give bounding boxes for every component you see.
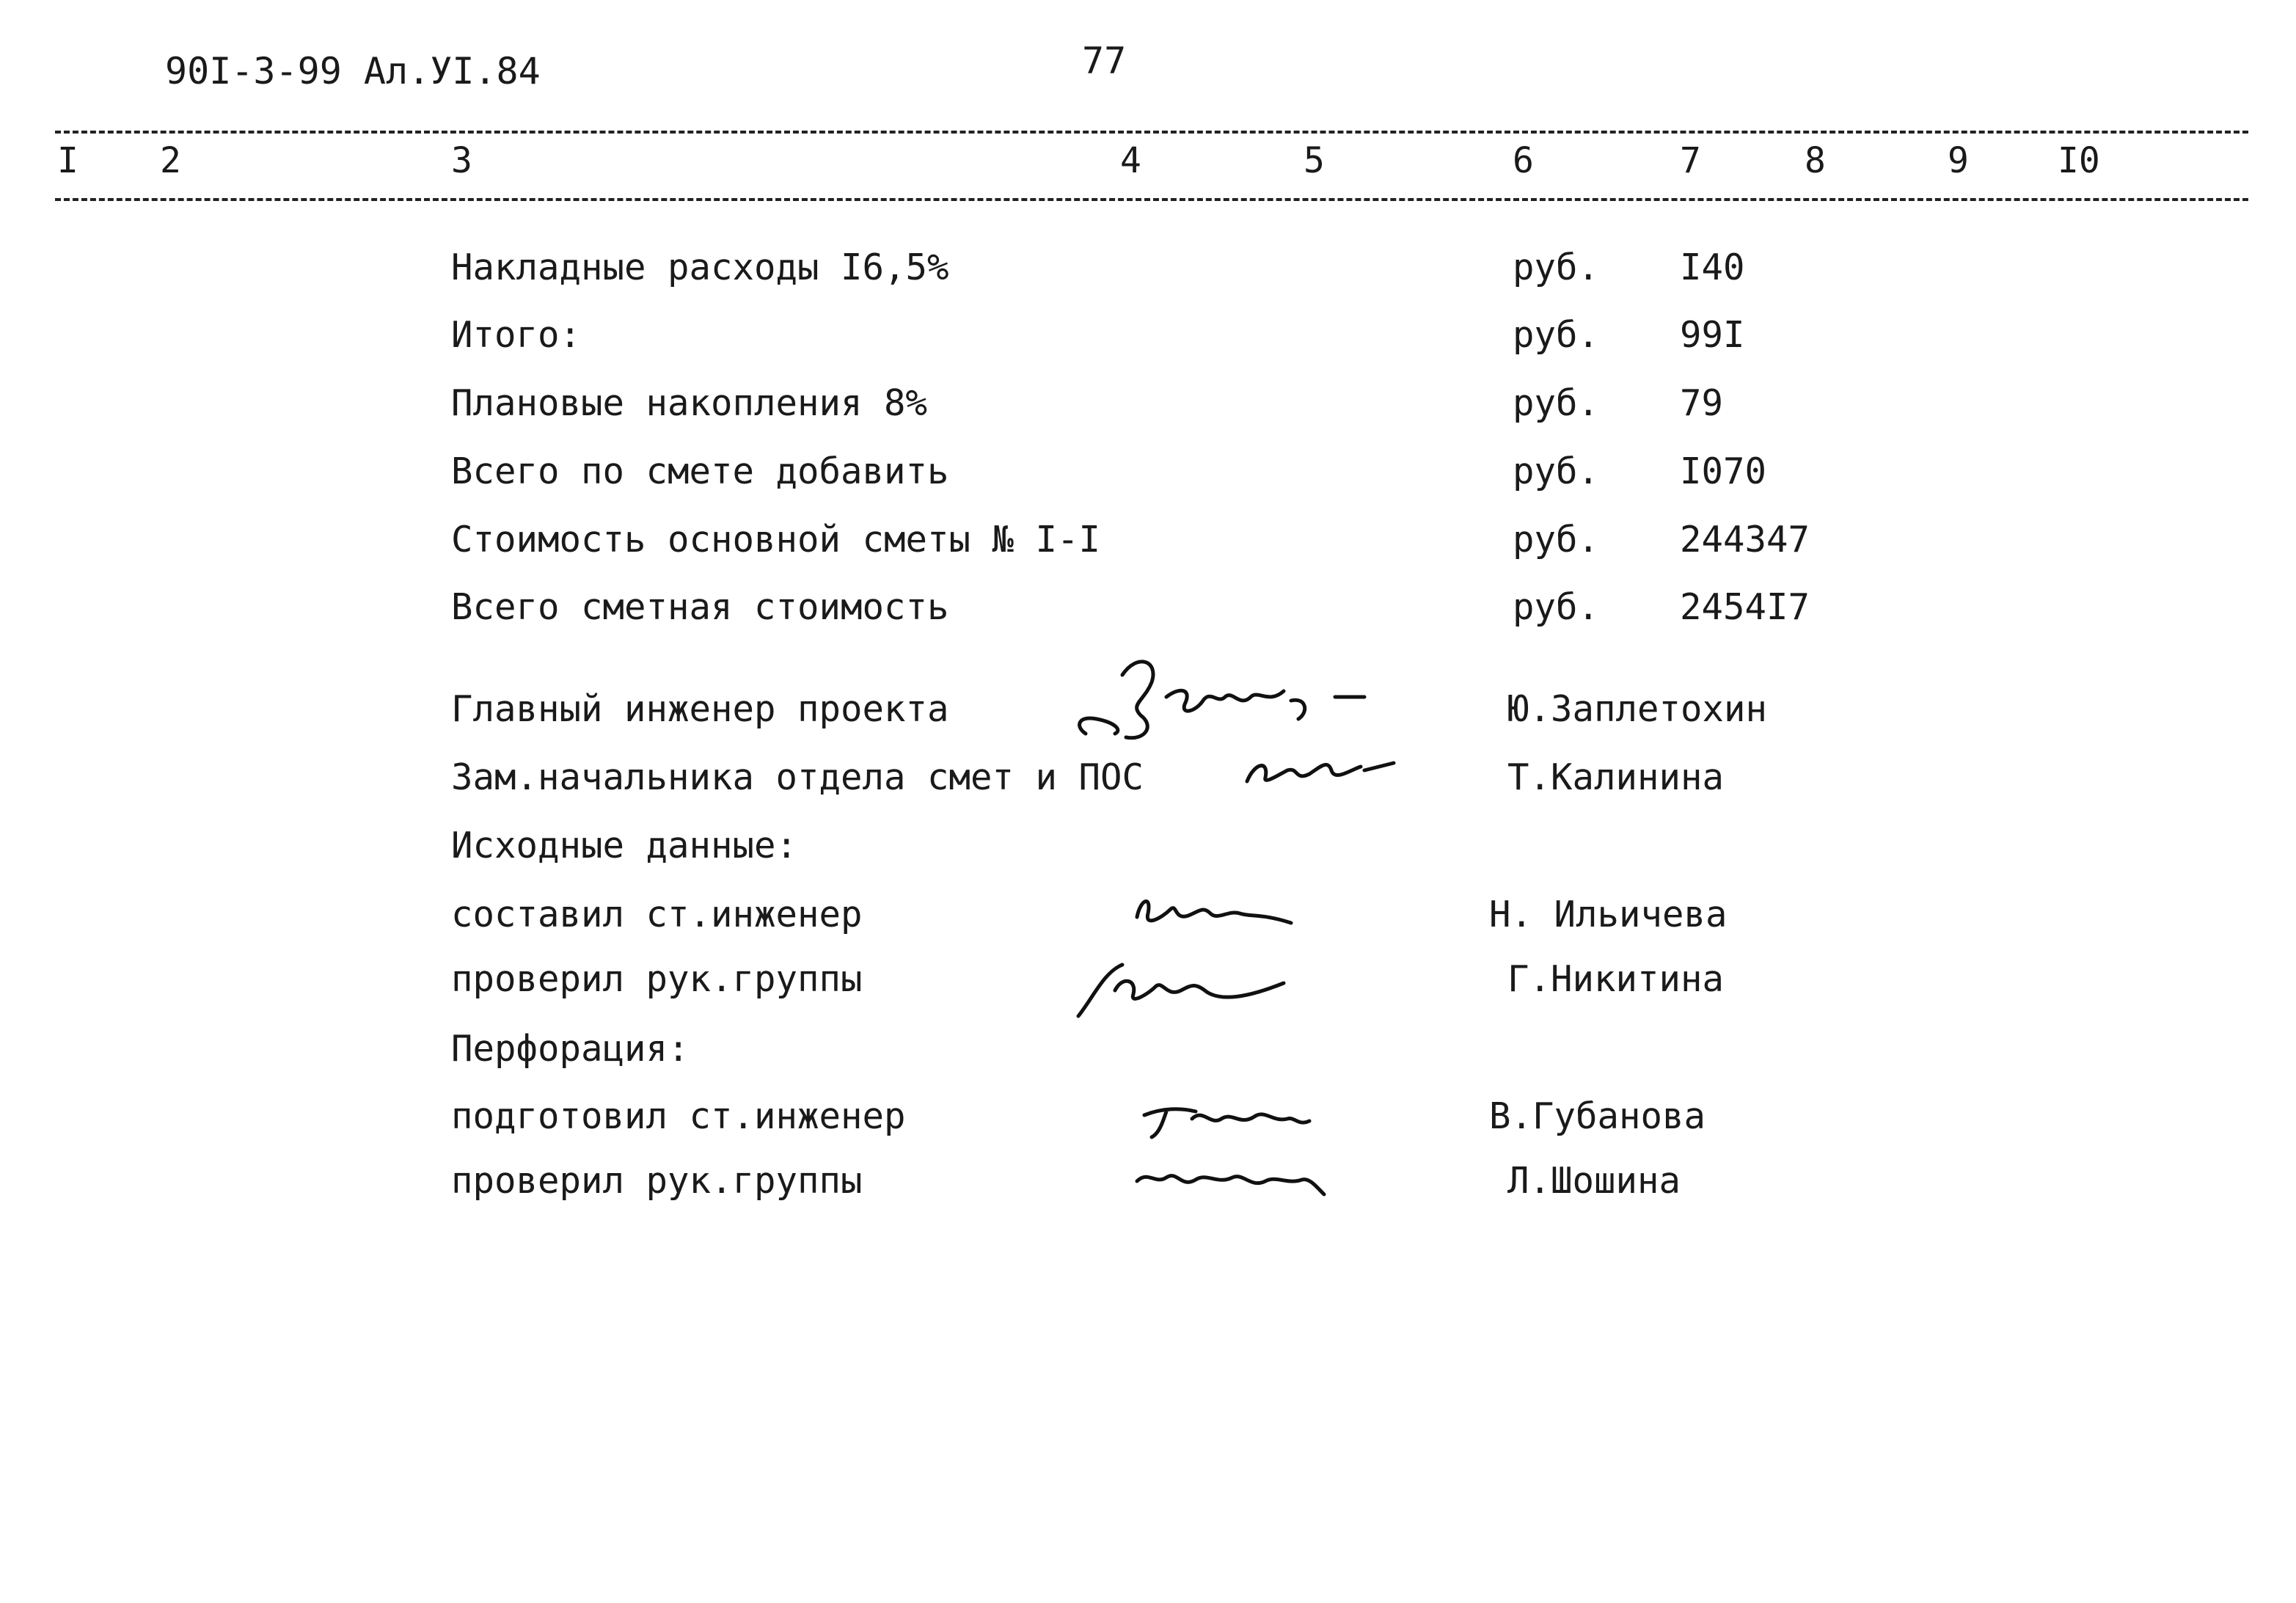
cost-row-unit: руб.: [1513, 450, 1600, 492]
page-number: 77: [1082, 40, 1127, 82]
cost-row-unit: руб.: [1513, 314, 1600, 356]
cost-row-value: I070: [1680, 450, 1767, 492]
column-number-3: 3: [451, 140, 472, 181]
cost-row-label: Всего по смете добавить: [451, 450, 949, 492]
signature-name: Н. Ильичева: [1489, 894, 1728, 935]
cost-row-label: Стоимость основной сметы № I-I: [451, 519, 1101, 560]
handwritten-signature: [1240, 741, 1408, 792]
signature-name: Г.Никитина: [1507, 958, 1725, 1000]
cost-row-label: Плановые накопления 8%: [451, 382, 928, 424]
handwritten-signature: [1122, 1152, 1342, 1211]
cost-row-label: Всего сметная стоимость: [451, 586, 949, 628]
handwritten-signature: [1064, 946, 1328, 1027]
cost-row-unit: руб.: [1513, 382, 1600, 424]
cost-row-value: I40: [1680, 247, 1745, 288]
cost-row-value: 2454I7: [1680, 586, 1810, 628]
signature-role: Зам.начальника отдела смет и ПОС: [451, 756, 1144, 798]
cost-row-unit: руб.: [1513, 519, 1600, 560]
signature-role: Главный инженер проекта: [451, 688, 949, 730]
column-number-8: 8: [1805, 140, 1826, 181]
column-number-4: 4: [1120, 140, 1141, 181]
handwritten-signature: [1071, 646, 1394, 748]
signature-name: Т.Калинина: [1507, 756, 1725, 798]
column-number-6: 6: [1513, 140, 1534, 181]
signature-role: составил ст.инженер: [451, 894, 863, 935]
column-number-1: I: [57, 140, 78, 181]
document-code: 90I-3-99 Ал.УI.84: [165, 50, 541, 92]
cost-row-label: Накладные расходы I6,5%: [451, 247, 949, 288]
cost-row-value: 244347: [1680, 519, 1810, 560]
signature-role: проверил рук.группы: [451, 958, 863, 1000]
column-number-9: 9: [1948, 140, 1969, 181]
handwritten-signature: [1122, 880, 1313, 939]
signature-name: В.Губанова: [1489, 1095, 1706, 1137]
signature-name: Л.Шошина: [1507, 1160, 1681, 1202]
cost-row-value: 79: [1680, 382, 1724, 424]
column-number-2: 2: [160, 140, 181, 181]
section-heading-source-data: Исходные данные:: [451, 825, 798, 866]
signature-role: проверил рук.группы: [451, 1160, 863, 1202]
header-rule-top: [55, 131, 2248, 134]
cost-row-unit: руб.: [1513, 247, 1600, 288]
column-number-5: 5: [1304, 140, 1325, 181]
header-rule-bottom: [55, 198, 2248, 201]
signature-name: Ю.Заплетохин: [1507, 688, 1768, 730]
cost-row-unit: руб.: [1513, 586, 1600, 628]
cost-row-value: 99I: [1680, 314, 1745, 356]
column-number-7: 7: [1680, 140, 1701, 181]
cost-row-label: Итого:: [451, 314, 582, 356]
section-heading-perforation: Перфорация:: [451, 1028, 690, 1070]
column-number-10: I0: [2058, 140, 2100, 181]
signature-role: подготовил ст.инженер: [451, 1095, 906, 1137]
handwritten-signature: [1130, 1086, 1320, 1144]
